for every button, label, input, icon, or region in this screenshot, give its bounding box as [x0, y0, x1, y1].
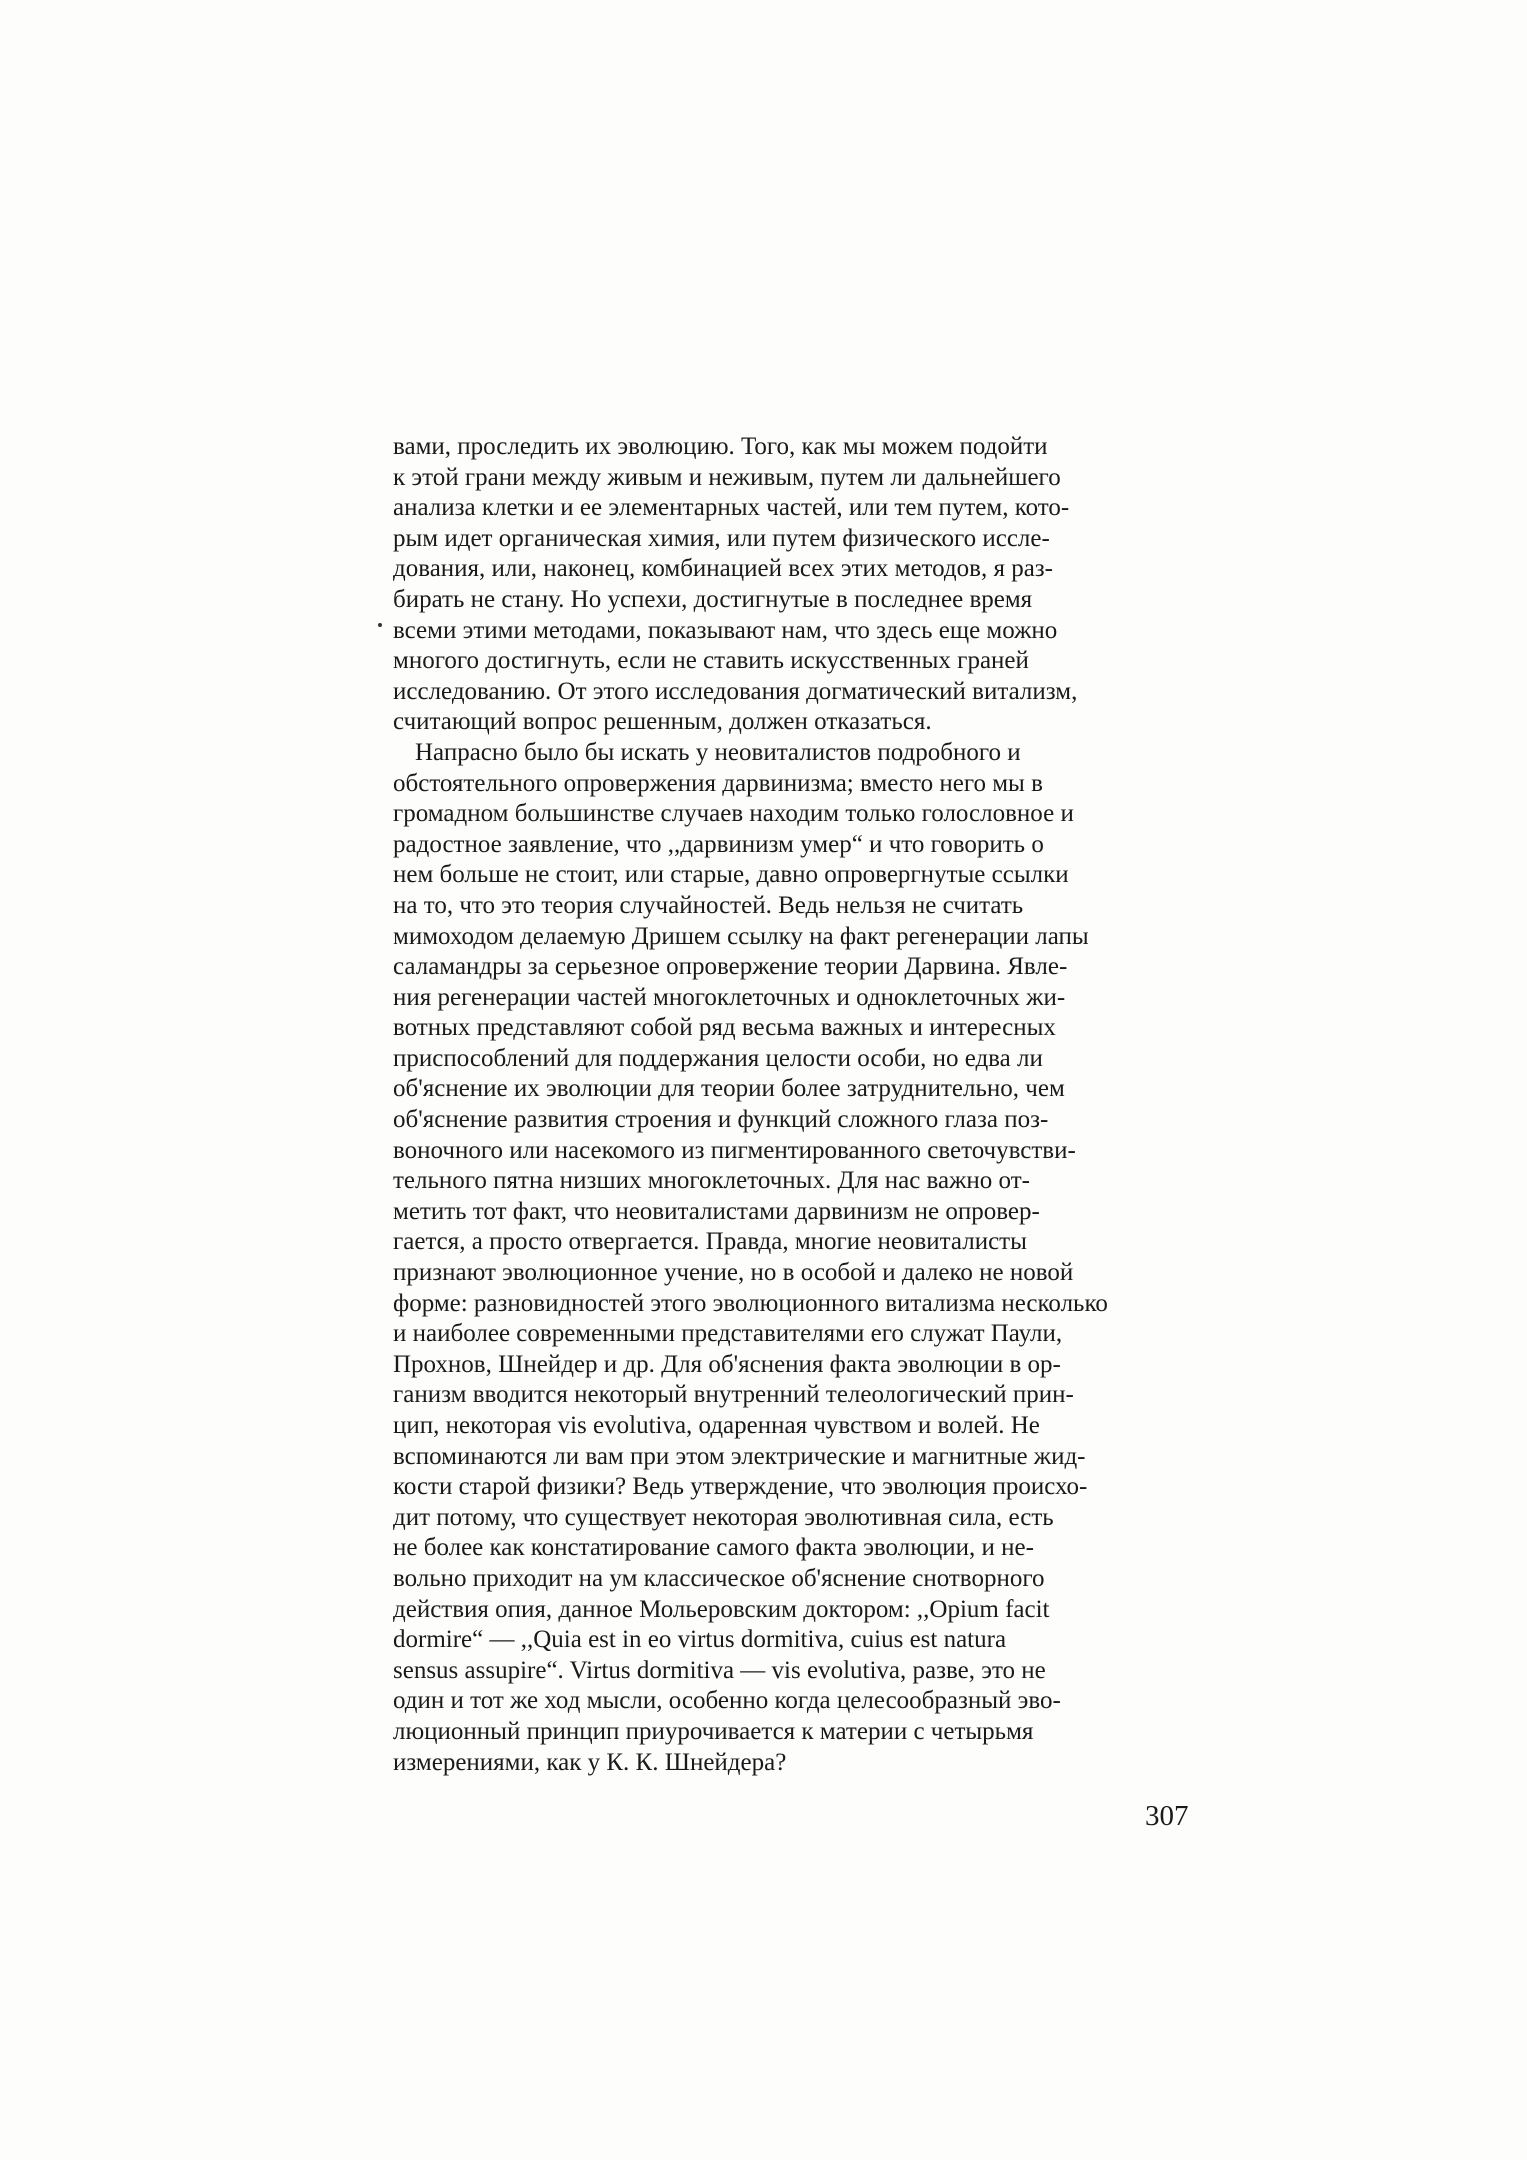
paragraph-1: вами, проследить их эволюцию. Того, как мы можем подойти к этой грани между живым и неживым, путем ли дальнейшего анализа клетки и ее элементарных частей, или тем путем, кото- рым идет органическая химия, или путем физического иссле- дования, или, наконец, комбинацией всех этих методов, я раз- бирать не стану. Но успехи, достигнутые в последнее время всеми этими методами, показывают нам, что здесь еще можно многого достигнуть, если не ставить искусственных граней исследованию. От этого исследования догматический витализм, считающий вопрос решенным, должен отказаться.	[393, 433, 1078, 736]
body-text	[393, 432, 1190, 1778]
page-number: 307	[1145, 1800, 1189, 1832]
paragraph-2: Напрасно было бы искать у неовиталистов подробного и обстоятельного опровержения дарвинизма; вместо него мы в громадном большинстве случаев находим только голословное и радостное заявление, что ,,дарвинизм умер“ и что говорить о нем больше не стоит, или старые, давно опровергнутые ссылки на то, что это теория случайностей. Ведь нельзя не считать мимоходом делаемую Дришем ссылку на факт регенерации лапы саламандры за серьезное опровержение теории Дарвина. Явле- ния регенерации частей многоклеточных и одноклеточных жи- вотных представляют собой ряд весьма важных и интересных приспособлений для поддержания целости особи, но едва ли об'яснение их эволюции для теории более затруднительно, чем об'яснение развития строения и функций сложного глаза поз- воночного или насекомого из пигментированного светочувстви- тельного пятна низших многоклеточных. Для нас важно от- метить тот факт, что неовиталистами дарвинизм не опровер- гается, а просто отвергается. Правда, многие неовиталисты признают эволюционное учение, но в особой и далеко не новой форме: разновидностей этого эволюционного витализма несколько и наиболее современными представителями его служат Паули, Прохнов, Шнейдер и др. Для об'яснения факта эволюции в ор- ганизм вводится некоторый внутренний телеологический прин- цип, некоторая vis evolutiva, одаренная чувством и волей. Не вспоминаются ли вам при этом электрические и магнитные жид- кости старой физики? Ведь утверждение, что эволюция происхо- дит потому, что существует некоторая эволютивная сила, есть не более как констатирование самого факта эволюции, и не- вольно приходит на ум классическое об'яснение снотворного действия опия, данное Мольеровским доктором: ,,Opium facit dormire“ — ,,Quia est in eo virtus dormitiva, cuius est natura sensus assupire“. Virtus dormitiva — vis evolutiva, разве, это не один и тот же ход мысли, особенно когда целесообразный эво- люционный принцип приурочивается к материи с четырьмя измерениями, как у К. К. Шнейдера?	[393, 738, 1108, 1776]
margin-mark	[378, 623, 382, 627]
